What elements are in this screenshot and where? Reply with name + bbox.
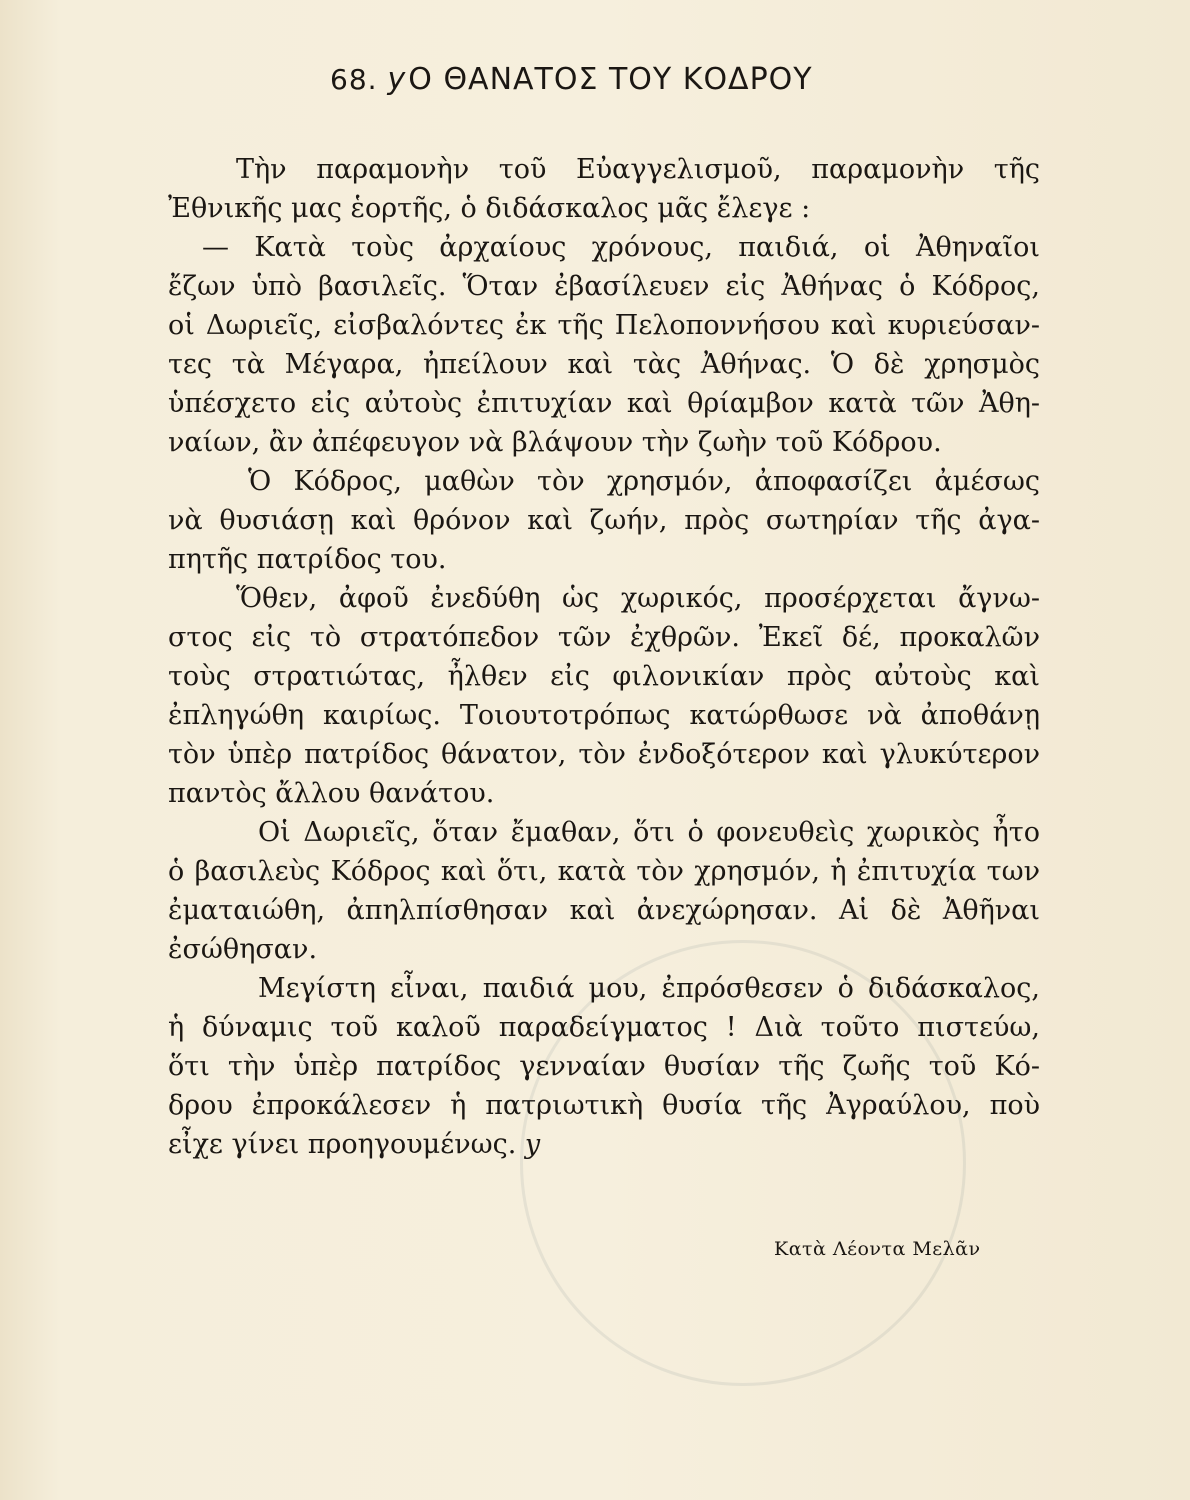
paragraph [168,462,1040,579]
text-line: Ἐθνικῆς μας ἑορτῆς, ὁ διδάσκαλος μᾶς ἔλεγε : [168,193,811,224]
paragraph [168,813,1040,969]
text-line: παντὸς ἄλλου θανάτου. [168,778,495,809]
paragraph [168,969,1040,1164]
text-line: ἡ δύναμις τοῦ καλοῦ παραδείγματος ! Διὰ τοῦτο πιστεύω, [168,1012,1040,1043]
text-line: Οἱ Δωριεῖς, ὅταν ἔμαθαν, ὅτι ὁ φονευθεὶς χωρικὸς ἦτο [258,817,1040,848]
text-line-content: εἶχε γίνει προηγουμένως. [168,1129,517,1160]
text-line: ἐπληγώθη καιρίως. Τοιουτοτρόπως κατώρθωσε νὰ ἀποθάνῃ [168,700,1040,731]
text-line: ὅτι τὴν ὑπὲρ πατρίδος γενναίαν θυσίαν τῆς ζωῆς τοῦ Κό- [168,1051,1040,1082]
text-line: νὰ θυσιάσῃ καὶ θρόνον καὶ ζωήν, πρὸς σωτηρίαν τῆς ἀγα- [168,505,1040,536]
text-line: Ὁ Κόδρος, μαθὼν τὸν χρησμόν, ἀποφασίζει ἀμέσως [248,466,1040,497]
handwritten-mark: y [387,62,407,97]
text-line [168,1125,1040,1164]
text-line: Τὴν παραμονὴν τοῦ Εὐαγγελισμοῦ, παραμονὴν τῆς [236,154,1040,185]
handwritten-end-mark: y [524,1129,541,1160]
text-line: τοὺς στρατιώτας, ἦλθεν εἰς φιλονικίαν πρὸς αὐτοὺς καὶ [168,661,1040,692]
text-line: — Κατὰ τοὺς ἀρχαίους χρόνους, παιδιά, οἱ Ἀθηναῖοι [202,232,1040,263]
text-line: Μεγίστη εἶναι, παιδιά μου, ἐπρόσθεσεν ὁ διδάσκαλος, [258,973,1040,1004]
text-line: ὑπέσχετο εἰς αὐτοὺς ἐπιτυχίαν καὶ θρίαμβον κατὰ τῶν Ἀθη- [168,388,1040,419]
text-line: Ὅθεν, ἀφοῦ ἐνεδύθη ὡς χωρικός, προσέρχεται ἄγνω- [236,583,1040,614]
text-line: ἐματαιώθη, ἀπηλπίσθησαν καὶ ἀνεχώρησαν. Αἱ δὲ Ἀθῆναι [168,895,1040,926]
text-line: ἐσώθησαν. [168,934,318,965]
text-line: δρου ἐπροκάλεσεν ἡ πατριωτικὴ θυσία τῆς Ἀγραύλου, ποὺ [168,1090,1040,1121]
author-attribution: Κατὰ Λέοντα Μελᾶν [774,1238,981,1260]
text-line: τὸν ὑπὲρ πατρίδος θάνατον, τὸν ἐνδοξότερον καὶ γλυκύτερον [168,739,1040,770]
chapter-title: Ο ΘΑΝΑΤΟΣ ΤΟΥ ΚΟΔΡΟΥ [408,62,813,97]
text-line: ναίων, ἂν ἀπέφευγον νὰ βλάψουν τὴν ζωὴν τοῦ Κόδρου. [168,427,942,458]
paragraph [168,150,1040,228]
chapter-number: 68. [330,63,378,96]
chapter-heading [330,62,890,122]
text-line: ἔζων ὑπὸ βασιλεῖς. Ὅταν ἐβασίλευεν εἰς Ἀθήνας ὁ Κόδρος, [168,271,1040,302]
text-line: τες τὰ Μέγαρα, ἠπείλουν καὶ τὰς Ἀθήνας. Ὁ δὲ χρησμὸς [168,349,1040,380]
paragraph [168,228,1040,462]
text-line: πητῆς πατρίδος του. [168,544,447,575]
text-line: στος εἰς τὸ στρατόπεδον τῶν ἐχθρῶν. Ἐκεῖ δέ, προκαλῶν [168,622,1040,653]
text-line: οἱ Δωριεῖς, εἰσβαλόντες ἐκ τῆς Πελοποννήσου καὶ κυριεύσαν- [168,310,1040,341]
story-text [168,150,1040,1164]
text-line: ὁ βασιλεὺς Κόδρος καὶ ὅτι, κατὰ τὸν χρησμόν, ἡ ἐπιτυχία των [168,856,1040,887]
paragraph [168,579,1040,813]
